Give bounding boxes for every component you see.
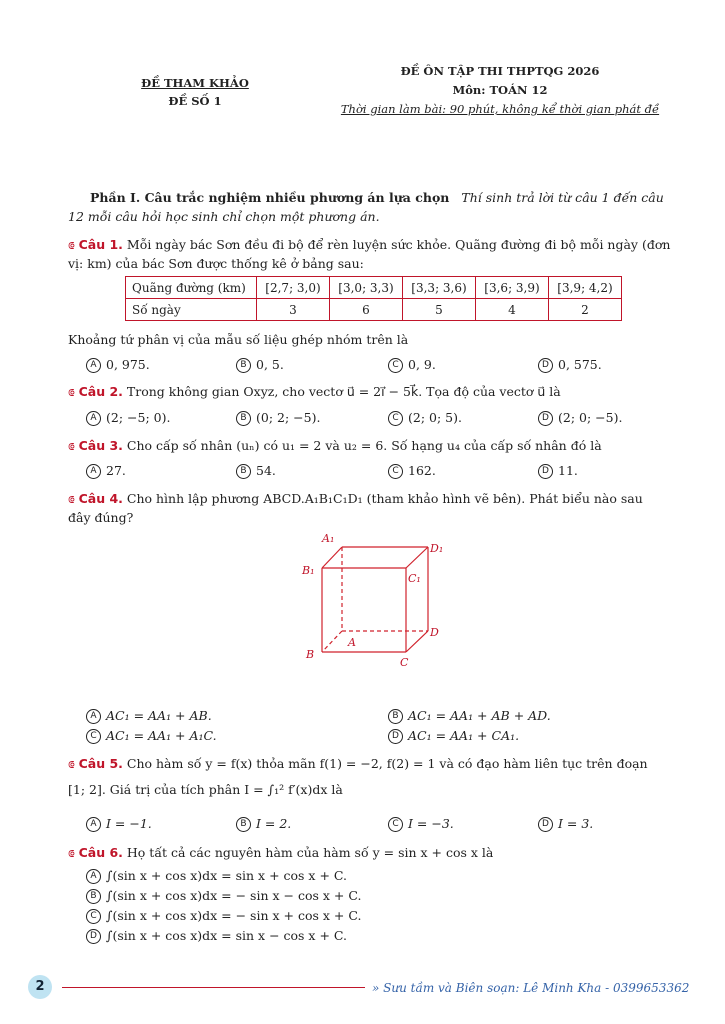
table-cell: [2,7; 3,0) (257, 277, 330, 299)
question-marker-icon: ⟃ (68, 758, 75, 771)
vertex-a: A (348, 636, 356, 649)
option-letter: C (388, 358, 403, 373)
footer-credit: » Sưu tầm và Biên soạn: Lê Minh Kha - 0399653362 (372, 981, 690, 995)
option-letter: B (236, 358, 251, 373)
q6-text: Họ tất cả các nguyên hàm của hàm số y = sin x + cos x là (126, 845, 494, 860)
table-cell: 6 (330, 299, 403, 321)
option-letter: D (388, 729, 403, 744)
q3-option-d[interactable] (538, 463, 578, 479)
option-text: AC₁ = AA₁ + AB. (106, 708, 212, 723)
q2-stem (68, 382, 680, 402)
option-text: I = −1. (106, 816, 152, 831)
option-letter: C (86, 729, 101, 744)
footer-divider (62, 987, 365, 988)
q4-option-b[interactable] (388, 708, 551, 724)
header-left (120, 74, 270, 110)
question-marker-icon: ⟃ (68, 239, 75, 252)
vertex-c: C (400, 656, 409, 669)
option-text: I = 2. (256, 816, 292, 831)
q4-label: Câu 4. (78, 491, 123, 506)
table-cell: Số ngày (126, 299, 257, 321)
option-text: AC₁ = AA₁ + A₁C. (106, 728, 217, 743)
option-letter: B (388, 709, 403, 724)
option-text: AC₁ = AA₁ + CA₁. (408, 728, 520, 743)
q5-option-a[interactable] (86, 816, 152, 832)
question-marker-icon: ⟃ (68, 493, 75, 506)
option-letter: D (538, 411, 553, 426)
part1-title: Phần I. Câu trắc nghiệm nhiều phương án lựa chọn (90, 190, 450, 205)
option-letter: A (86, 464, 101, 479)
q2-option-c[interactable] (388, 410, 462, 426)
option-letter: D (86, 929, 101, 944)
q1-stem (68, 235, 680, 255)
q2-option-b[interactable] (236, 410, 320, 426)
option-letter: B (236, 817, 251, 832)
page-number: 2 (28, 975, 52, 999)
q1-option-b[interactable] (236, 357, 284, 373)
option-text: ∫(sin x + cos x)dx = − sin x − cos x + C. (106, 888, 362, 903)
table-cell: 4 (476, 299, 549, 321)
time-note: Thời gian làm bài: 90 phút, không kể thời gian phát đề (340, 102, 660, 116)
subject: Môn: TOÁN 12 (452, 83, 548, 97)
q4-option-d[interactable] (388, 728, 519, 744)
option-text: (2; 0; −5). (558, 410, 623, 425)
q4-option-c[interactable] (86, 728, 217, 744)
vertex-d1: D₁ (430, 542, 444, 555)
option-text: ∫(sin x + cos x)dx = sin x + cos x + C. (106, 868, 347, 883)
q5-line2: [1; 2]. Giá trị của tích phân I = ∫₁² f′(x)dx là (68, 782, 343, 797)
q3-text: Cho cấp số nhân (uₙ) có u₁ = 2 và u₂ = 6. Số hạng u₄ của cấp số nhân đó là (126, 438, 602, 453)
q2-option-d[interactable] (538, 410, 622, 426)
option-letter: A (86, 411, 101, 426)
q1-option-a[interactable] (86, 357, 150, 373)
q5-label: Câu 5. (78, 756, 123, 771)
q4-option-a[interactable] (86, 708, 212, 724)
question-marker-icon: ⟃ (68, 386, 75, 399)
option-text: 27. (106, 463, 126, 478)
q1-label: Câu 1. (78, 237, 123, 252)
q3-option-a[interactable] (86, 463, 126, 479)
exam-number: ĐỀ SỐ 1 (168, 94, 222, 108)
q1-option-c[interactable] (388, 357, 436, 373)
option-letter: C (388, 411, 403, 426)
edge-cd (406, 631, 428, 652)
table-cell: [3,3; 3,6) (403, 277, 476, 299)
q2-text: Trong không gian Oxyz, cho vectơ u⃗ = 2i⃗ − 5k⃗. Tọa độ của vectơ u⃗ là (126, 384, 561, 399)
table-row (126, 299, 622, 321)
q2-label: Câu 2. (78, 384, 123, 399)
part1-heading (68, 188, 680, 207)
table-cell: [3,6; 3,9) (476, 277, 549, 299)
q6-option-b[interactable] (86, 888, 361, 904)
option-letter: A (86, 869, 101, 884)
vertex-c1: C₁ (408, 572, 421, 585)
q6-option-c[interactable] (86, 908, 361, 924)
edge-b1a1 (322, 547, 342, 568)
option-text: 0, 5. (256, 357, 284, 372)
option-text: ∫(sin x + cos x)dx = − sin x + cos x + C. (106, 908, 362, 923)
table-row (126, 277, 622, 299)
exam-title: ĐỀ ÔN TẬP THI THPTQG 2026 (400, 64, 600, 78)
option-letter: A (86, 817, 101, 832)
option-letter: D (538, 358, 553, 373)
vertex-b: B (306, 648, 315, 661)
q6-option-d[interactable] (86, 928, 347, 944)
option-text: 0, 9. (408, 357, 436, 372)
option-letter: D (538, 817, 553, 832)
table-cell: [3,9; 4,2) (549, 277, 622, 299)
part1-instr-2: 12 mỗi câu hỏi học sinh chỉ chọn một phương án. (68, 209, 380, 224)
q5-stem (68, 754, 680, 774)
question-marker-icon: ⟃ (68, 440, 75, 453)
q5-option-b[interactable] (236, 816, 291, 832)
q1-line2: vị: km) của bác Sơn được thống kê ở bảng sau: (68, 256, 364, 271)
table-cell: [3,0; 3,3) (330, 277, 403, 299)
q3-label: Câu 3. (78, 438, 123, 453)
q6-stem (68, 843, 680, 863)
q1-question: Khoảng tứ phân vị của mẫu số liệu ghép nhóm trên là (68, 332, 409, 347)
q3-stem (68, 436, 680, 456)
q3-option-b[interactable] (236, 463, 276, 479)
q1-line1: Mỗi ngày bác Sơn đều đi bộ để rèn luyện sức khỏe. Quãng đường đi bộ mỗi ngày (đơn (126, 237, 671, 252)
vertex-b1: B₁ (302, 564, 315, 577)
option-letter: B (236, 464, 251, 479)
option-text: 0, 575. (558, 357, 602, 372)
option-text: 0, 975. (106, 357, 150, 372)
q6-option-a[interactable] (86, 868, 347, 884)
header-right (325, 62, 675, 119)
vertex-d: D (430, 626, 439, 639)
option-letter: B (86, 889, 101, 904)
table-cell: 3 (257, 299, 330, 321)
q6-label: Câu 6. (78, 845, 123, 860)
part1-instr-1: Thí sinh trả lời từ câu 1 đến câu (461, 190, 664, 205)
q4-stem (68, 489, 680, 509)
table-cell: 5 (403, 299, 476, 321)
table-cell: 2 (549, 299, 622, 321)
cube-figure (290, 528, 460, 678)
option-text: I = 3. (558, 816, 594, 831)
option-letter: D (538, 464, 553, 479)
q4-line2: đây đúng? (68, 510, 134, 525)
q5-option-c[interactable] (388, 816, 454, 832)
edge-ab-hidden (322, 631, 342, 652)
vertex-a1: A₁ (322, 532, 335, 545)
q1-option-d[interactable] (538, 357, 602, 373)
option-text: 162. (408, 463, 436, 478)
exam-type: ĐỀ THAM KHẢO (141, 76, 249, 90)
question-marker-icon: ⟃ (68, 847, 75, 860)
option-letter: A (86, 709, 101, 724)
table-cell: Quãng đường (km) (126, 277, 257, 299)
option-text: I = −3. (408, 816, 454, 831)
q1-table (125, 276, 622, 321)
option-letter: B (236, 411, 251, 426)
q5-option-d[interactable] (538, 816, 593, 832)
q3-option-c[interactable] (388, 463, 436, 479)
edge-c1d1 (406, 547, 428, 568)
q4-line1: Cho hình lập phương ABCD.A₁B₁C₁D₁ (tham khảo hình vẽ bên). Phát biểu nào sau (126, 491, 643, 506)
q5-line1: Cho hàm số y = f(x) thỏa mãn f(1) = −2, f(2) = 1 và có đạo hàm liên tục trên đoạn (126, 756, 648, 771)
option-letter: A (86, 358, 101, 373)
q2-option-a[interactable] (86, 410, 170, 426)
option-text: (2; −5; 0). (106, 410, 171, 425)
option-letter: C (86, 909, 101, 924)
option-text: 54. (256, 463, 276, 478)
option-text: (2; 0; 5). (408, 410, 462, 425)
option-text: (0; 2; −5). (256, 410, 321, 425)
option-letter: C (388, 464, 403, 479)
option-text: ∫(sin x + cos x)dx = sin x − cos x + C. (106, 928, 347, 943)
option-text: 11. (558, 463, 578, 478)
option-text: AC₁ = AA₁ + AB + AD. (408, 708, 551, 723)
option-letter: C (388, 817, 403, 832)
